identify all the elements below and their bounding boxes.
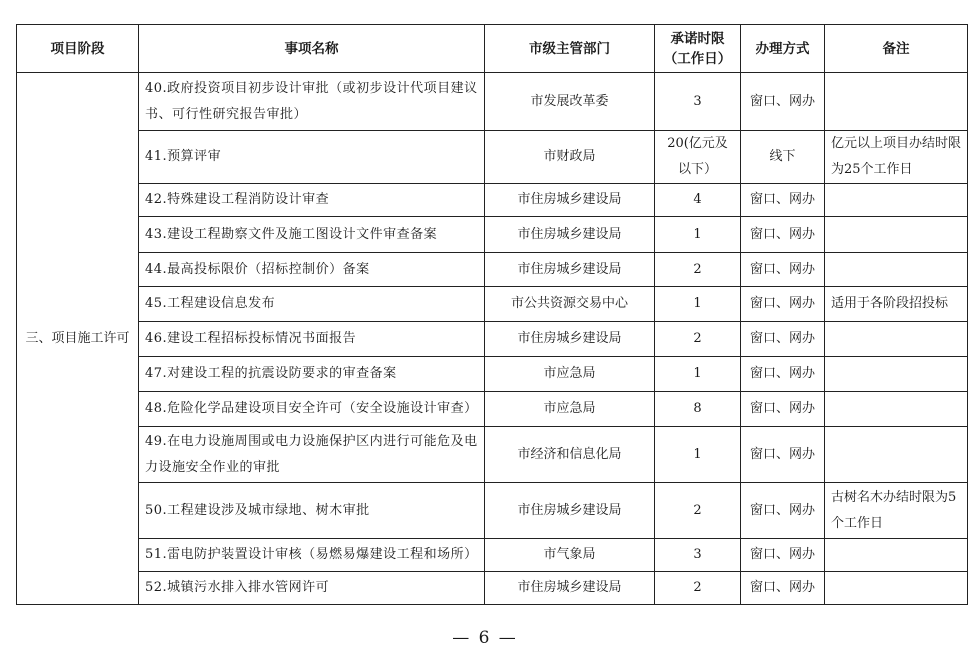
item-method: 窗口、网办 bbox=[741, 539, 825, 572]
item-name: 50.工程建设涉及城市绿地、树木审批 bbox=[139, 483, 485, 539]
item-method: 窗口、网办 bbox=[741, 287, 825, 322]
approval-items-table bbox=[16, 24, 968, 605]
item-name: 44.最高投标限价（招标控制价）备案 bbox=[139, 253, 485, 287]
table-row bbox=[17, 572, 968, 605]
item-days: 2 bbox=[655, 572, 741, 605]
table-row bbox=[17, 184, 968, 217]
header-method: 办理方式 bbox=[741, 25, 825, 73]
item-note bbox=[825, 357, 968, 392]
item-days: 2 bbox=[655, 253, 741, 287]
item-method: 窗口、网办 bbox=[741, 217, 825, 253]
item-name: 52.城镇污水排入排水管网许可 bbox=[139, 572, 485, 605]
item-note: 古树名木办结时限为5个工作日 bbox=[825, 483, 968, 539]
item-dept: 市公共资源交易中心 bbox=[485, 287, 655, 322]
item-days: 1 bbox=[655, 427, 741, 483]
item-note bbox=[825, 217, 968, 253]
item-name: 49.在电力设施周围或电力设施保护区内进行可能危及电力设施安全作业的审批 bbox=[139, 427, 485, 483]
header-note: 备注 bbox=[825, 25, 968, 73]
item-note bbox=[825, 184, 968, 217]
item-dept: 市住房城乡建设局 bbox=[485, 483, 655, 539]
table-row bbox=[17, 322, 968, 357]
item-dept: 市住房城乡建设局 bbox=[485, 217, 655, 253]
item-dept: 市住房城乡建设局 bbox=[485, 253, 655, 287]
item-note bbox=[825, 539, 968, 572]
item-note: 亿元以上项目办结时限为25个工作日 bbox=[825, 131, 968, 184]
item-days: 3 bbox=[655, 73, 741, 131]
header-dept: 市级主管部门 bbox=[485, 25, 655, 73]
item-note bbox=[825, 253, 968, 287]
item-note bbox=[825, 427, 968, 483]
item-days: 3 bbox=[655, 539, 741, 572]
item-method: 窗口、网办 bbox=[741, 253, 825, 287]
item-name: 40.政府投资项目初步设计审批（或初步设计代项目建议书、可行性研究报告审批） bbox=[139, 73, 485, 131]
item-name: 42.特殊建设工程消防设计审查 bbox=[139, 184, 485, 217]
item-dept: 市气象局 bbox=[485, 539, 655, 572]
item-method: 窗口、网办 bbox=[741, 572, 825, 605]
page-number: — 6 — bbox=[452, 628, 518, 648]
item-method: 窗口、网办 bbox=[741, 73, 825, 131]
item-note: 适用于各阶段招投标 bbox=[825, 287, 968, 322]
item-method: 窗口、网办 bbox=[741, 184, 825, 217]
item-dept: 市财政局 bbox=[485, 131, 655, 184]
table-row bbox=[17, 73, 968, 131]
table-row bbox=[17, 427, 968, 483]
table-row bbox=[17, 357, 968, 392]
item-name: 47.对建设工程的抗震设防要求的审查备案 bbox=[139, 357, 485, 392]
item-days: 1 bbox=[655, 217, 741, 253]
item-note bbox=[825, 322, 968, 357]
item-dept: 市住房城乡建设局 bbox=[485, 184, 655, 217]
header-row bbox=[17, 25, 968, 73]
item-dept: 市发展改革委 bbox=[485, 73, 655, 131]
item-days: 20(亿元及以下） bbox=[655, 131, 741, 184]
table-row bbox=[17, 539, 968, 572]
table-row bbox=[17, 392, 968, 427]
header-phase: 项目阶段 bbox=[17, 25, 139, 73]
table-row bbox=[17, 483, 968, 539]
item-method: 窗口、网办 bbox=[741, 357, 825, 392]
item-note bbox=[825, 392, 968, 427]
item-method: 窗口、网办 bbox=[741, 483, 825, 539]
item-dept: 市住房城乡建设局 bbox=[485, 322, 655, 357]
item-name: 41.预算评审 bbox=[139, 131, 485, 184]
item-days: 2 bbox=[655, 322, 741, 357]
item-note bbox=[825, 73, 968, 131]
item-dept: 市经济和信息化局 bbox=[485, 427, 655, 483]
item-note bbox=[825, 572, 968, 605]
item-method: 窗口、网办 bbox=[741, 322, 825, 357]
item-days: 8 bbox=[655, 392, 741, 427]
phase-cell: 三、项目施工许可 bbox=[17, 73, 139, 605]
item-days: 4 bbox=[655, 184, 741, 217]
header-name: 事项名称 bbox=[139, 25, 485, 73]
item-dept: 市应急局 bbox=[485, 392, 655, 427]
item-name: 43.建设工程勘察文件及施工图设计文件审查备案 bbox=[139, 217, 485, 253]
item-method: 窗口、网办 bbox=[741, 427, 825, 483]
item-dept: 市住房城乡建设局 bbox=[485, 572, 655, 605]
item-name: 51.雷电防护装置设计审核（易燃易爆建设工程和场所） bbox=[139, 539, 485, 572]
header-days: 承诺时限（工作日） bbox=[655, 25, 741, 73]
item-name: 48.危险化学品建设项目安全许可（安全设施设计审查） bbox=[139, 392, 485, 427]
table-row bbox=[17, 131, 968, 184]
item-days: 2 bbox=[655, 483, 741, 539]
item-days: 1 bbox=[655, 357, 741, 392]
item-days: 1 bbox=[655, 287, 741, 322]
item-name: 46.建设工程招标投标情况书面报告 bbox=[139, 322, 485, 357]
item-name: 45.工程建设信息发布 bbox=[139, 287, 485, 322]
item-method: 窗口、网办 bbox=[741, 392, 825, 427]
item-method: 线下 bbox=[741, 131, 825, 184]
table-row bbox=[17, 217, 968, 253]
table-row bbox=[17, 253, 968, 287]
item-dept: 市应急局 bbox=[485, 357, 655, 392]
table-row bbox=[17, 287, 968, 322]
